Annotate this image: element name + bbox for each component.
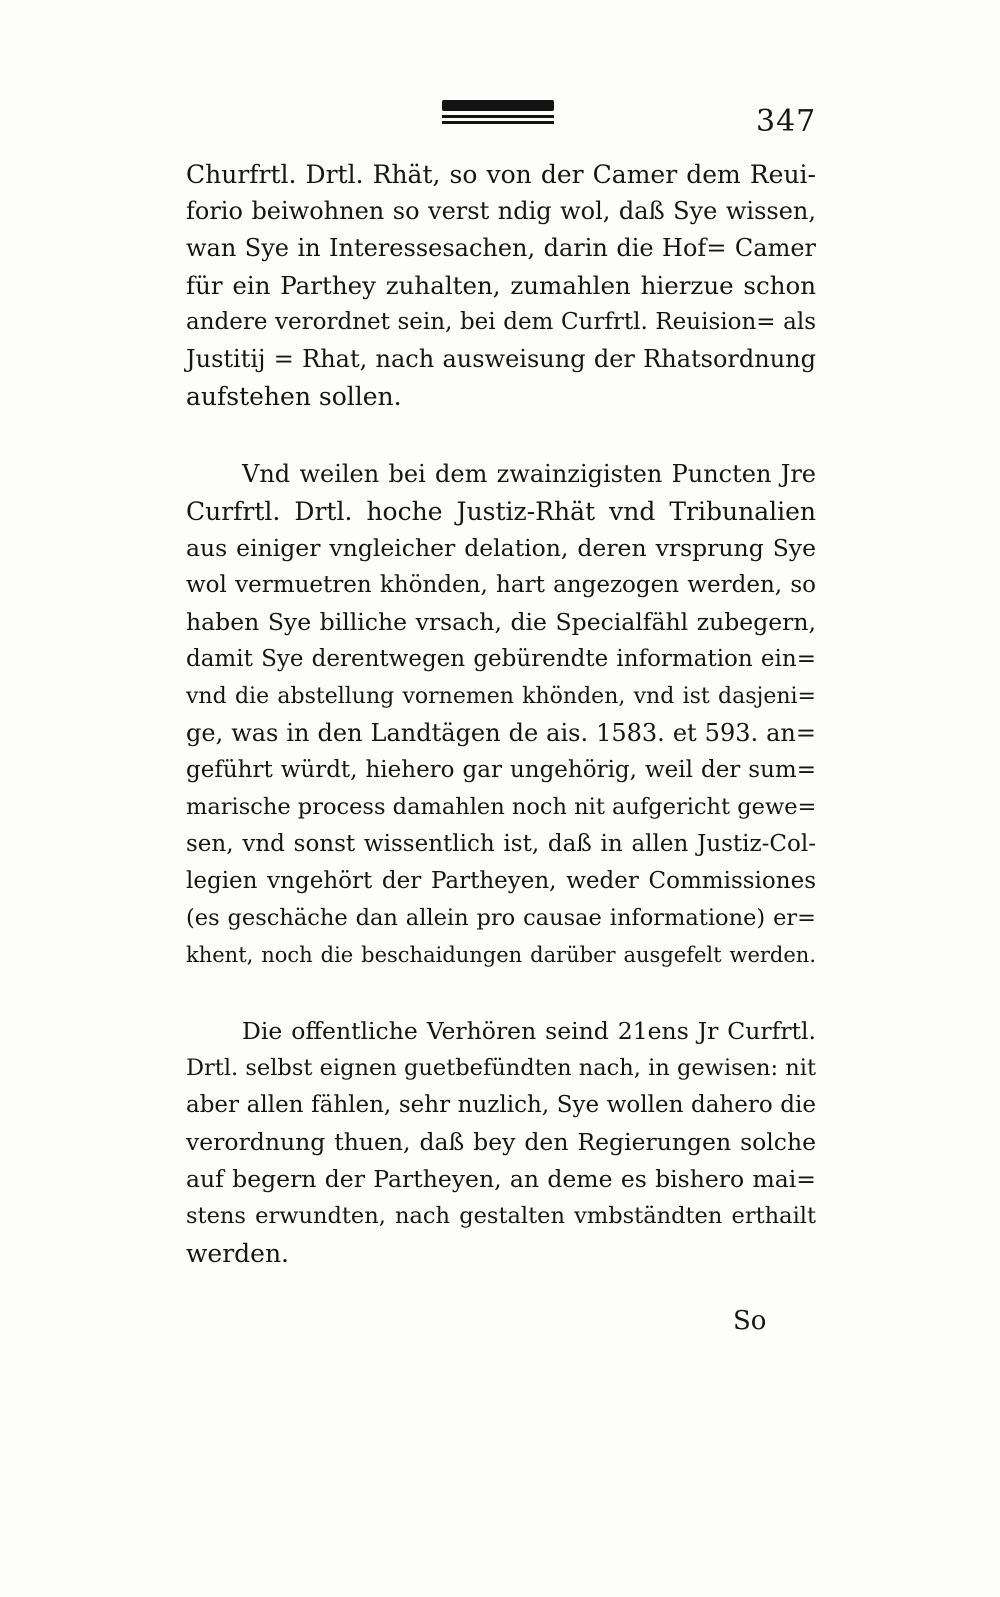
text-line: Drtl. selbst eignen guetbefündten nach, in gewisen: nit bbox=[186, 1055, 816, 1081]
text-line: Curfrtl. Drtl. hoche Justiz-Rhät vnd Tribunalien bbox=[186, 497, 816, 526]
ornament-thin-rule bbox=[442, 115, 554, 118]
text-line: stens erwundten, nach gestalten vmbständten erthailt bbox=[186, 1203, 816, 1229]
text-line: vnd die abstellung vornemen khönden, vnd ist dasjeni= bbox=[186, 684, 816, 709]
page-number: 347 bbox=[756, 104, 817, 139]
text-line: (es geschäche dan allein pro causae informatione) er= bbox=[186, 905, 816, 931]
ornament-thick-rule bbox=[442, 100, 554, 111]
text-line: Die offentliche Verhören seind 21ens Jr Curfrtl. bbox=[242, 1017, 816, 1045]
paragraph-2 bbox=[186, 456, 816, 974]
text-line: sen, vnd sonst wissentlich ist, daß in allen Justiz-Col- bbox=[186, 831, 816, 857]
text-line: Vnd weilen bei dem zwainzigisten Puncten Jre bbox=[242, 460, 816, 488]
text-line: Justitij = Rhat, nach ausweisung der Rhatsordnung bbox=[186, 345, 816, 373]
catchword: So bbox=[733, 1306, 767, 1336]
text-line: ge, was in den Landtägen de ais. 1583. et 593. an= bbox=[186, 719, 816, 747]
text-line: marische process damahlen noch nit aufgericht gewe= bbox=[186, 794, 817, 820]
text-line: verordnung thuen, daß bey den Regierungen solche bbox=[186, 1128, 816, 1156]
text-line: khent, noch die beschaidungen darüber ausgefelt werden. bbox=[186, 943, 816, 967]
header-ornament bbox=[442, 100, 554, 130]
text-line: geführt würdt, hiehero gar ungehörig, weil der sum= bbox=[186, 757, 816, 783]
text-line: für ein Parthey zuhalten, zumahlen hierzue schon bbox=[186, 271, 816, 300]
text-line: andere verordnet sein, bei dem Curfrtl. Reuision= als bbox=[186, 309, 816, 335]
text-line: wan Sye in Interessesachen, darin die Hof= Camer bbox=[186, 234, 816, 262]
text-line: Churfrtl. Drtl. Rhät, so von der Camer dem Reui- bbox=[186, 160, 816, 189]
paragraph-3 bbox=[186, 1013, 816, 1272]
text-line: auf begern der Partheyen, an deme es bishero mai= bbox=[186, 1165, 816, 1193]
text-line: forio beiwohnen so verst ndig wol, daß Sye wissen, bbox=[186, 197, 816, 225]
text-line: aufstehen sollen. bbox=[186, 382, 402, 411]
text-line: aber allen fählen, sehr nuzlich, Sye wollen dahero die bbox=[186, 1092, 816, 1118]
text-line: legien vngehört der Partheyen, weder Commissiones bbox=[186, 868, 816, 894]
text-line: haben Sye billiche vrsach, die Specialfähl zubegern, bbox=[186, 608, 816, 636]
text-line: wol vermuetren khönden, hart angezogen werden, so bbox=[186, 572, 816, 598]
paragraph-1 bbox=[186, 156, 816, 415]
text-line: werden. bbox=[186, 1239, 289, 1268]
text-line: aus einiger vngleicher delation, deren vrsprung Sye bbox=[186, 534, 816, 562]
ornament-thin-rule bbox=[442, 121, 554, 124]
text-line: damit Sye derentwegen gebürendte information ein= bbox=[186, 646, 816, 672]
